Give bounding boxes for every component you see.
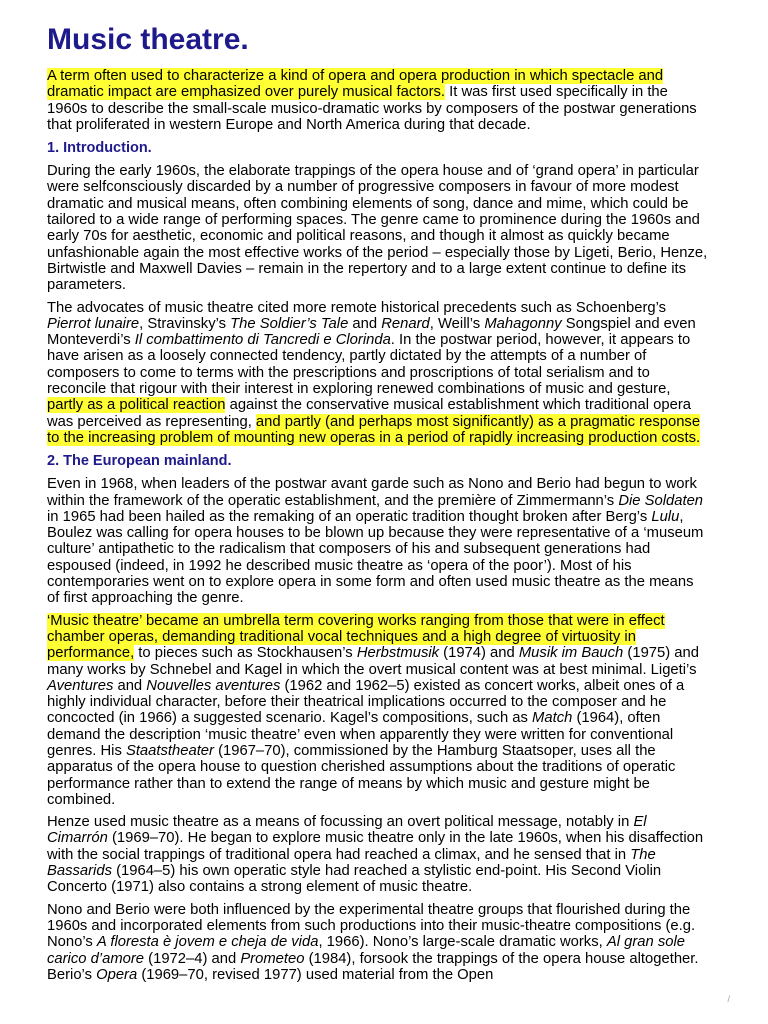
highlighted-text: and partly (and perhaps most significantly) as a pragmatic response to the increasing problem of mounting new operas in a period of rapidly increasing production costs. <box>47 413 701 446</box>
highlighted-text: ‘Music theatre’ became an umbrella term covering works ranging from those that were in effect chamber operas, demanding traditional vocal techniques and a high degree of virtuosity in performance, <box>47 612 665 662</box>
section-heading-european-mainland: 2. The European mainland. <box>47 453 232 470</box>
paragraph: The advocates of music theatre cited more remote historical precedents such as Schoenberg’s Pierrot lunaire, Stravinsky’s The Soldier’s Tale and Renard, Weill’s Mahagonny Songspiel and even Monteverdi’s Il combattimento di Tancredi e Clorinda. In the postwar period, however, it appears to have arisen as a loosely connected tendency, partly dictated by the attempts of a number of composers to come to terms with the prescriptions and proscriptions of total serialism and to reconcile that rigour with their interest in exploring renewed combinations of music and gesture, partly as a political reaction against the conservative musical establishment which traditional opera was perceived as representing, and partly (and perhaps most significantly) as a pragmatic response to the increasing problem of mounting new operas in a period of rapidly increasing production costs. <box>47 299 701 446</box>
section-heading-introduction: 1. Introduction. <box>47 140 152 157</box>
paragraph: During the early 1960s, the elaborate trappings of the opera house and of ‘grand opera’ in particular were selfconsciously discarded by a number of progressive composers in favour of more modest dramatic and musical means, often combining elements of song, dance and mime, which could be tailored to a wide range of performing spaces. The genre came to prominence during the 1960s and early 70s for aesthetic, economic and political reasons, and though it almost as quickly became unfashionable again the most effective works of the period – especially those by Ligeti, Berio, Henze, Birtwistle and Maxwell Davies – remain in the repertory and to a large extent continue to define its parameters. <box>47 163 708 294</box>
page-marker: / <box>727 994 730 1004</box>
highlighted-text: A term often used to characterize a kind of opera and opera production in which spectacle and dramatic impact are emphasized over purely musical factors. <box>47 68 664 101</box>
highlighted-text: partly as a political reaction <box>47 397 226 414</box>
intro-paragraph: A term often used to characterize a kind of opera and opera production in which spectacle and dramatic impact are emphasized over purely musical factors. It was first used specifically in the 1960s to describe the small-scale musico-dramatic works by composers of the postwar generations that proliferated in western Europe and North America during that decade. <box>47 68 697 133</box>
paragraph: ‘Music theatre’ became an umbrella term covering works ranging from those that were in effect chamber operas, demanding traditional vocal techniques and a high degree of virtuosity in performance, to pieces such as Stockhausen’s Herbstmusik (1974) and Musik im Bauch (1975) and many works by Schnebel and Kagel in which the overt musical content was at best minimal. Ligeti’s Aventures and Nouvelles aventures (1962 and 1962–5) existed as concert works, albeit ones of a highly individual character, before their theatrical implications occurred to the composer and he concocted (in 1966) a suggested scenario. Kagel’s compositions, such as Match (1964), often demand the description ‘music theatre’ even when apparently they were written for conventional genres. His Staatstheater (1967–70), commissioned by the Hamburg Staatsoper, uses all the apparatus of the opera house to question cherished assumptions about the traditions of operatic performance rather than to extend the range of means by which music and gesture might be combined. <box>47 612 699 808</box>
page-title: Music theatre. <box>47 23 249 56</box>
paragraph: Henze used music theatre as a means of focussing an overt political message, notably in El Cimarrón (1969–70). He began to explore music theatre only in the late 1960s, when his disaffection with the social trappings of traditional opera had reached a climax, and he sensed that in The Bassarids (1964–5) his own operatic style had reached a stylistic end-point. His Second Violin Concerto (1971) also contains a strong element of music theatre. <box>47 814 704 896</box>
paragraph: Nono and Berio were both influenced by the experimental theatre groups that flourished during the 1960s and incorporated elements from such productions into their music-theatre compositions (e.g. Nono’s A floresta è jovem e cheja de vida, 1966). Nono’s large-scale dramatic works, Al gran sole carico d’amore (1972–4) and Prometeo (1984), forsook the trappings of the opera house altogether. Berio’s Opera (1969–70, revised 1977) used material from the Open <box>47 901 699 983</box>
paragraph: Even in 1968, when leaders of the postwar avant garde such as Nono and Berio had begun to work within the framework of the operatic establishment, and the première of Zimmermann’s Die Soldaten in 1965 had been hailed as the remaking of an operatic tradition thought broken after Berg’s Lulu, Boulez was calling for opera houses to be blown up because they were representative of a ‘museum culture’ antipathetic to the radicalism that composers of his and subsequent generations had espoused (indeed, in 1992 he described music theatre as ‘opera of the poor’). Most of his contemporaries went on to explore opera in some form and often used music theatre as the means of first approaching the genre. <box>47 476 704 607</box>
